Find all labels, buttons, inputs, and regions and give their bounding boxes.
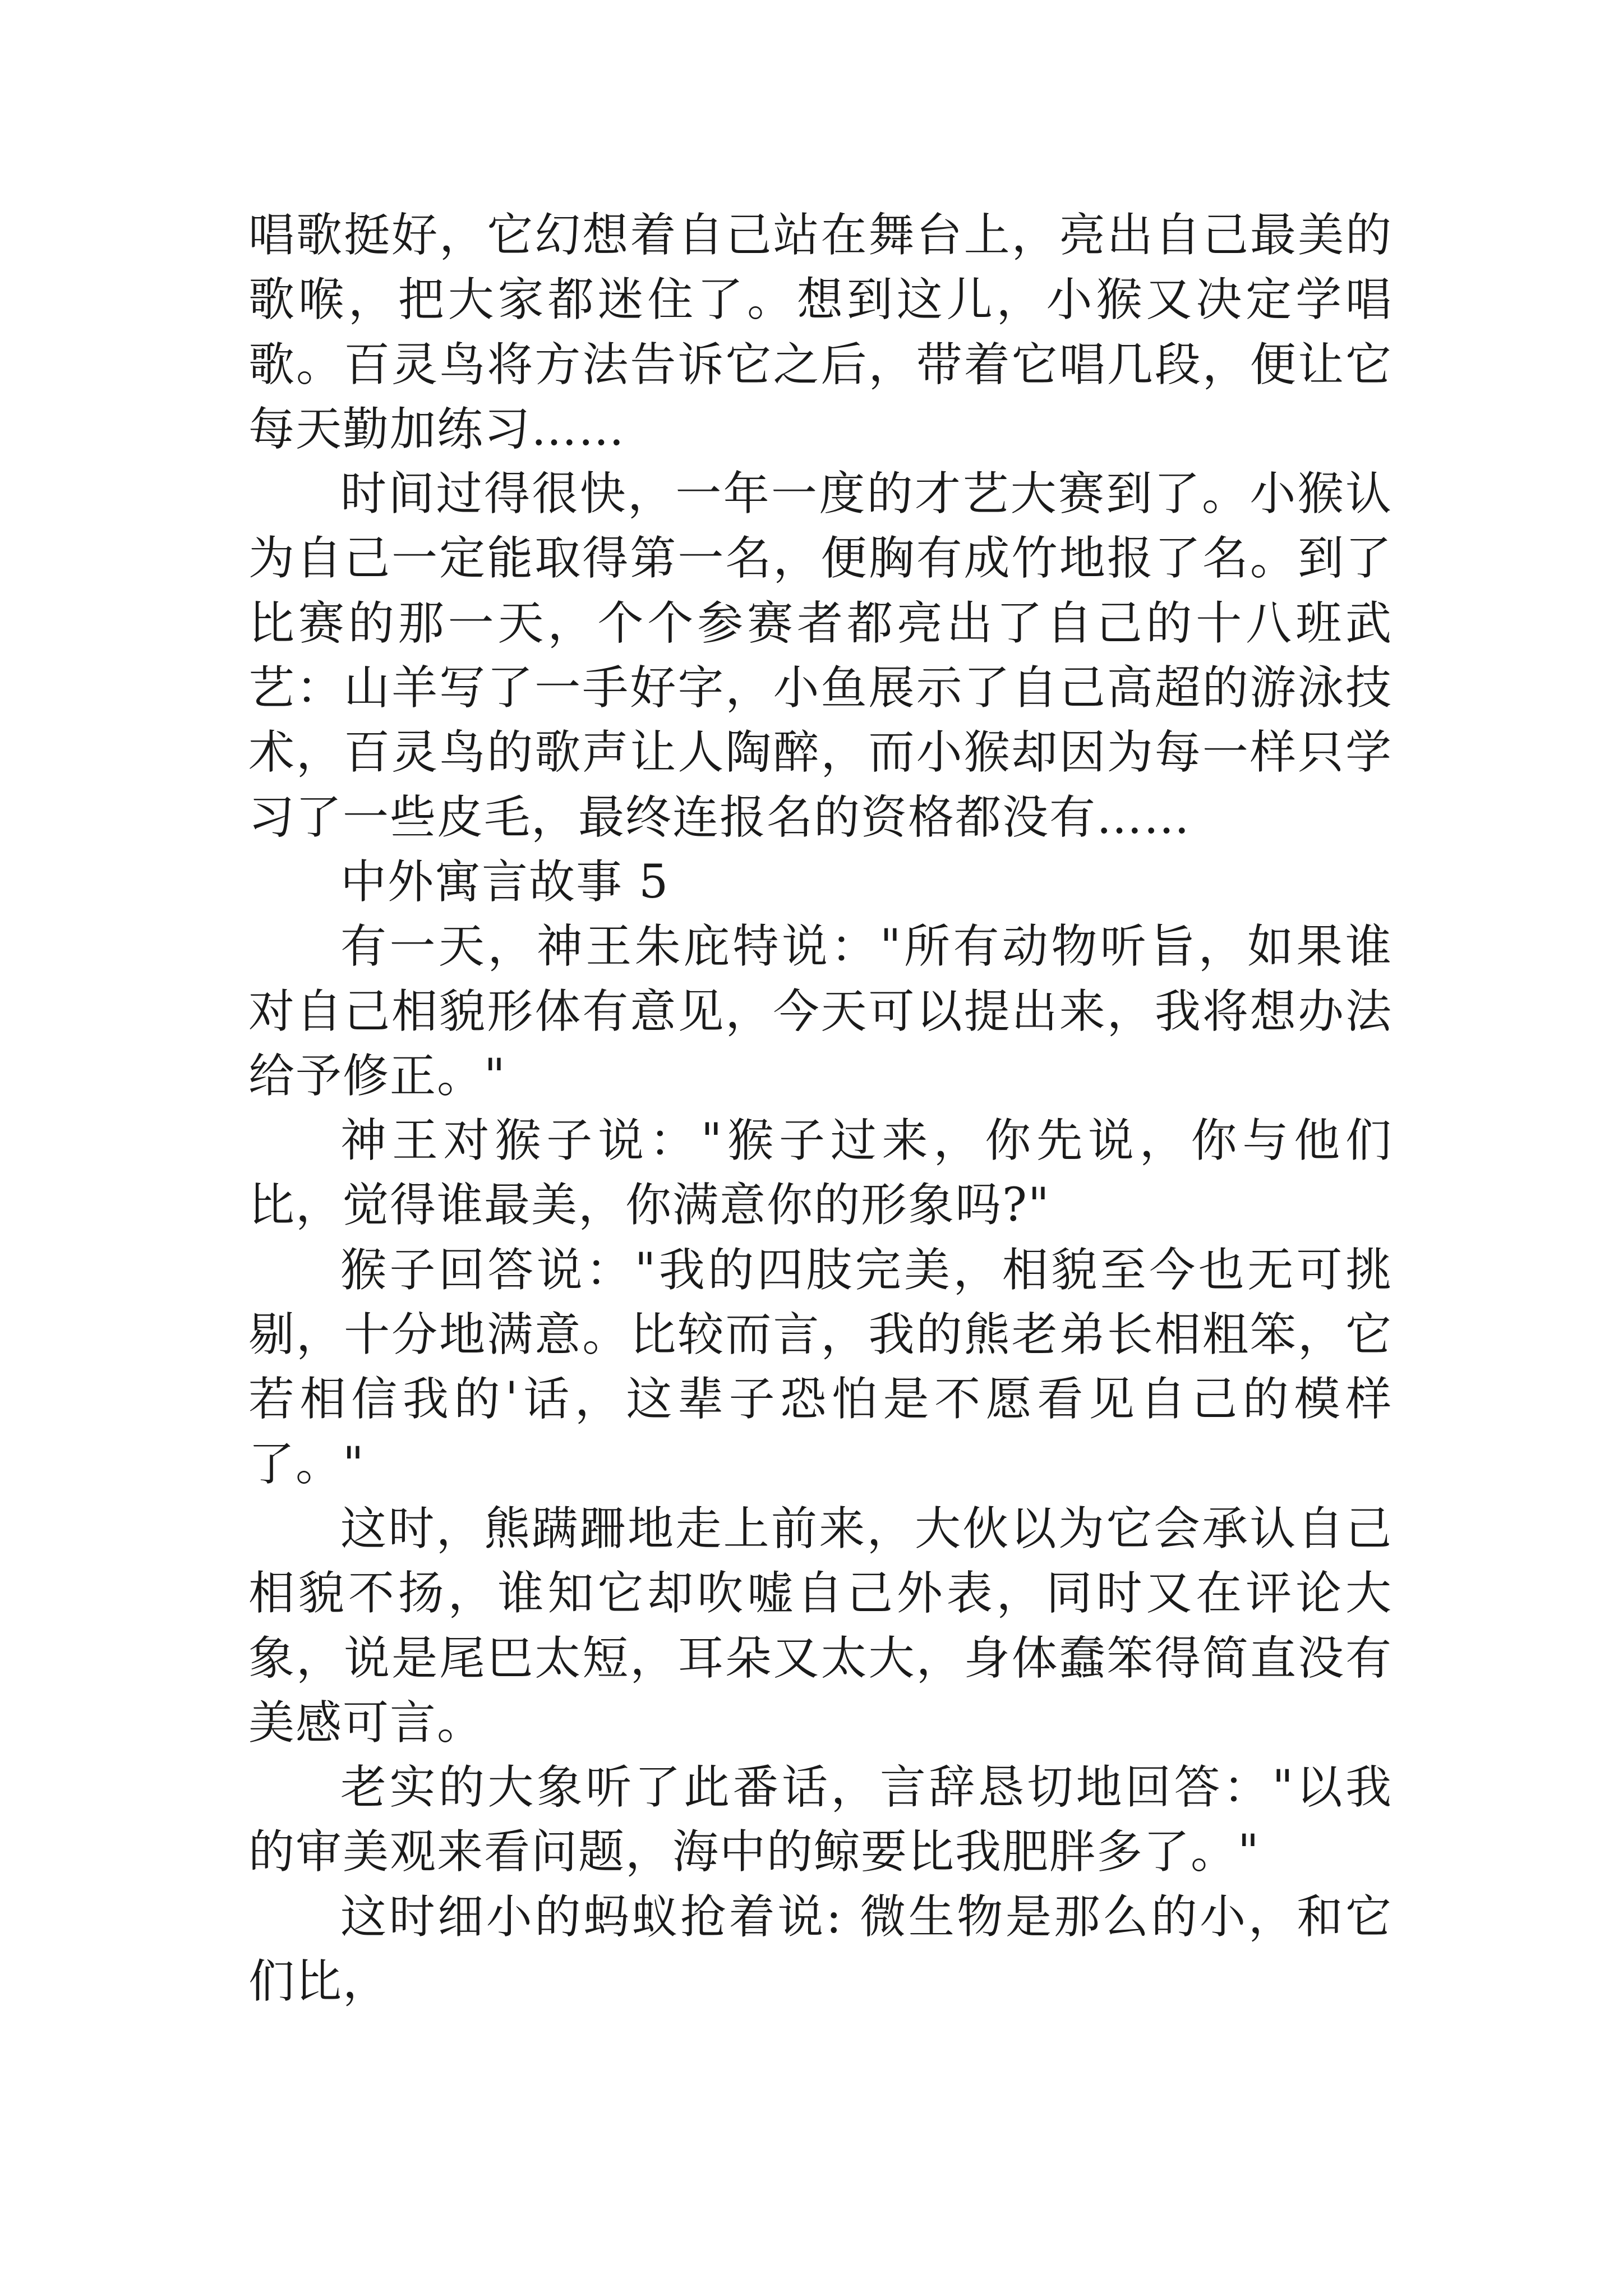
- paragraph-8: 这时细小的蚂蚁抢着说: 微生物是那么的小，和它们比，: [248, 1890, 1393, 2009]
- paragraph-1: 唱歌挺好，它幻想着自己站在舞台上，亮出自己最美的歌喉，把大家都迷住了。想到这儿，小猴又决定学唱歌。百灵鸟将方法告诉它之后，带着它唱几段，便让它每天勤加练习……: [248, 209, 1393, 456]
- paragraph-7: 老实的大象听了此番话，言辞恳切地回答："以我的审美观来看问题，海中的鲸要比我肥胖多了。": [248, 1761, 1393, 1879]
- document-body: [248, 203, 1393, 2014]
- paragraph-3: 有一天，神王朱庇特说："所有动物听旨，如果谁对自己相貌形体有意见，今天可以提出来，我将想办法给予修正。": [248, 920, 1393, 1103]
- paragraph-6: 这时，熊蹒跚地走上前来，大伙以为它会承认自己相貌不扬，谁知它却吹嘘自己外表，同时又在评论大象，说是尾巴太短，耳朵又太大，身体蠢笨得简直没有美感可言。: [248, 1502, 1393, 1750]
- paragraph-5: 猴子回答说："我的四肢完美，相貌至今也无可挑剔，十分地满意。比较而言，我的熊老弟长相粗笨，它若相信我的'话，这辈子恐怕是不愿看见自己的模样了。": [248, 1243, 1393, 1491]
- story-heading: 中外寓言故事 5: [340, 855, 670, 909]
- paragraph-2: 时间过得很快，一年一度的才艺大赛到了。小猴认为自己一定能取得第一名，便胸有成竹地报了名。到了比赛的那一天，个个参赛者都亮出了自己的十八班武艺：山羊写了一手好字，小鱼展示了自己高超的游泳技术，百灵鸟的歌声让人陶醉，而小猴却因为每一样只学习了一些皮毛，最终连报名的资格都没有……: [248, 467, 1393, 844]
- paragraph-4: 神王对猴子说："猴子过来，你先说，你与他们比，觉得谁最美，你满意你的形象吗?": [248, 1114, 1393, 1232]
